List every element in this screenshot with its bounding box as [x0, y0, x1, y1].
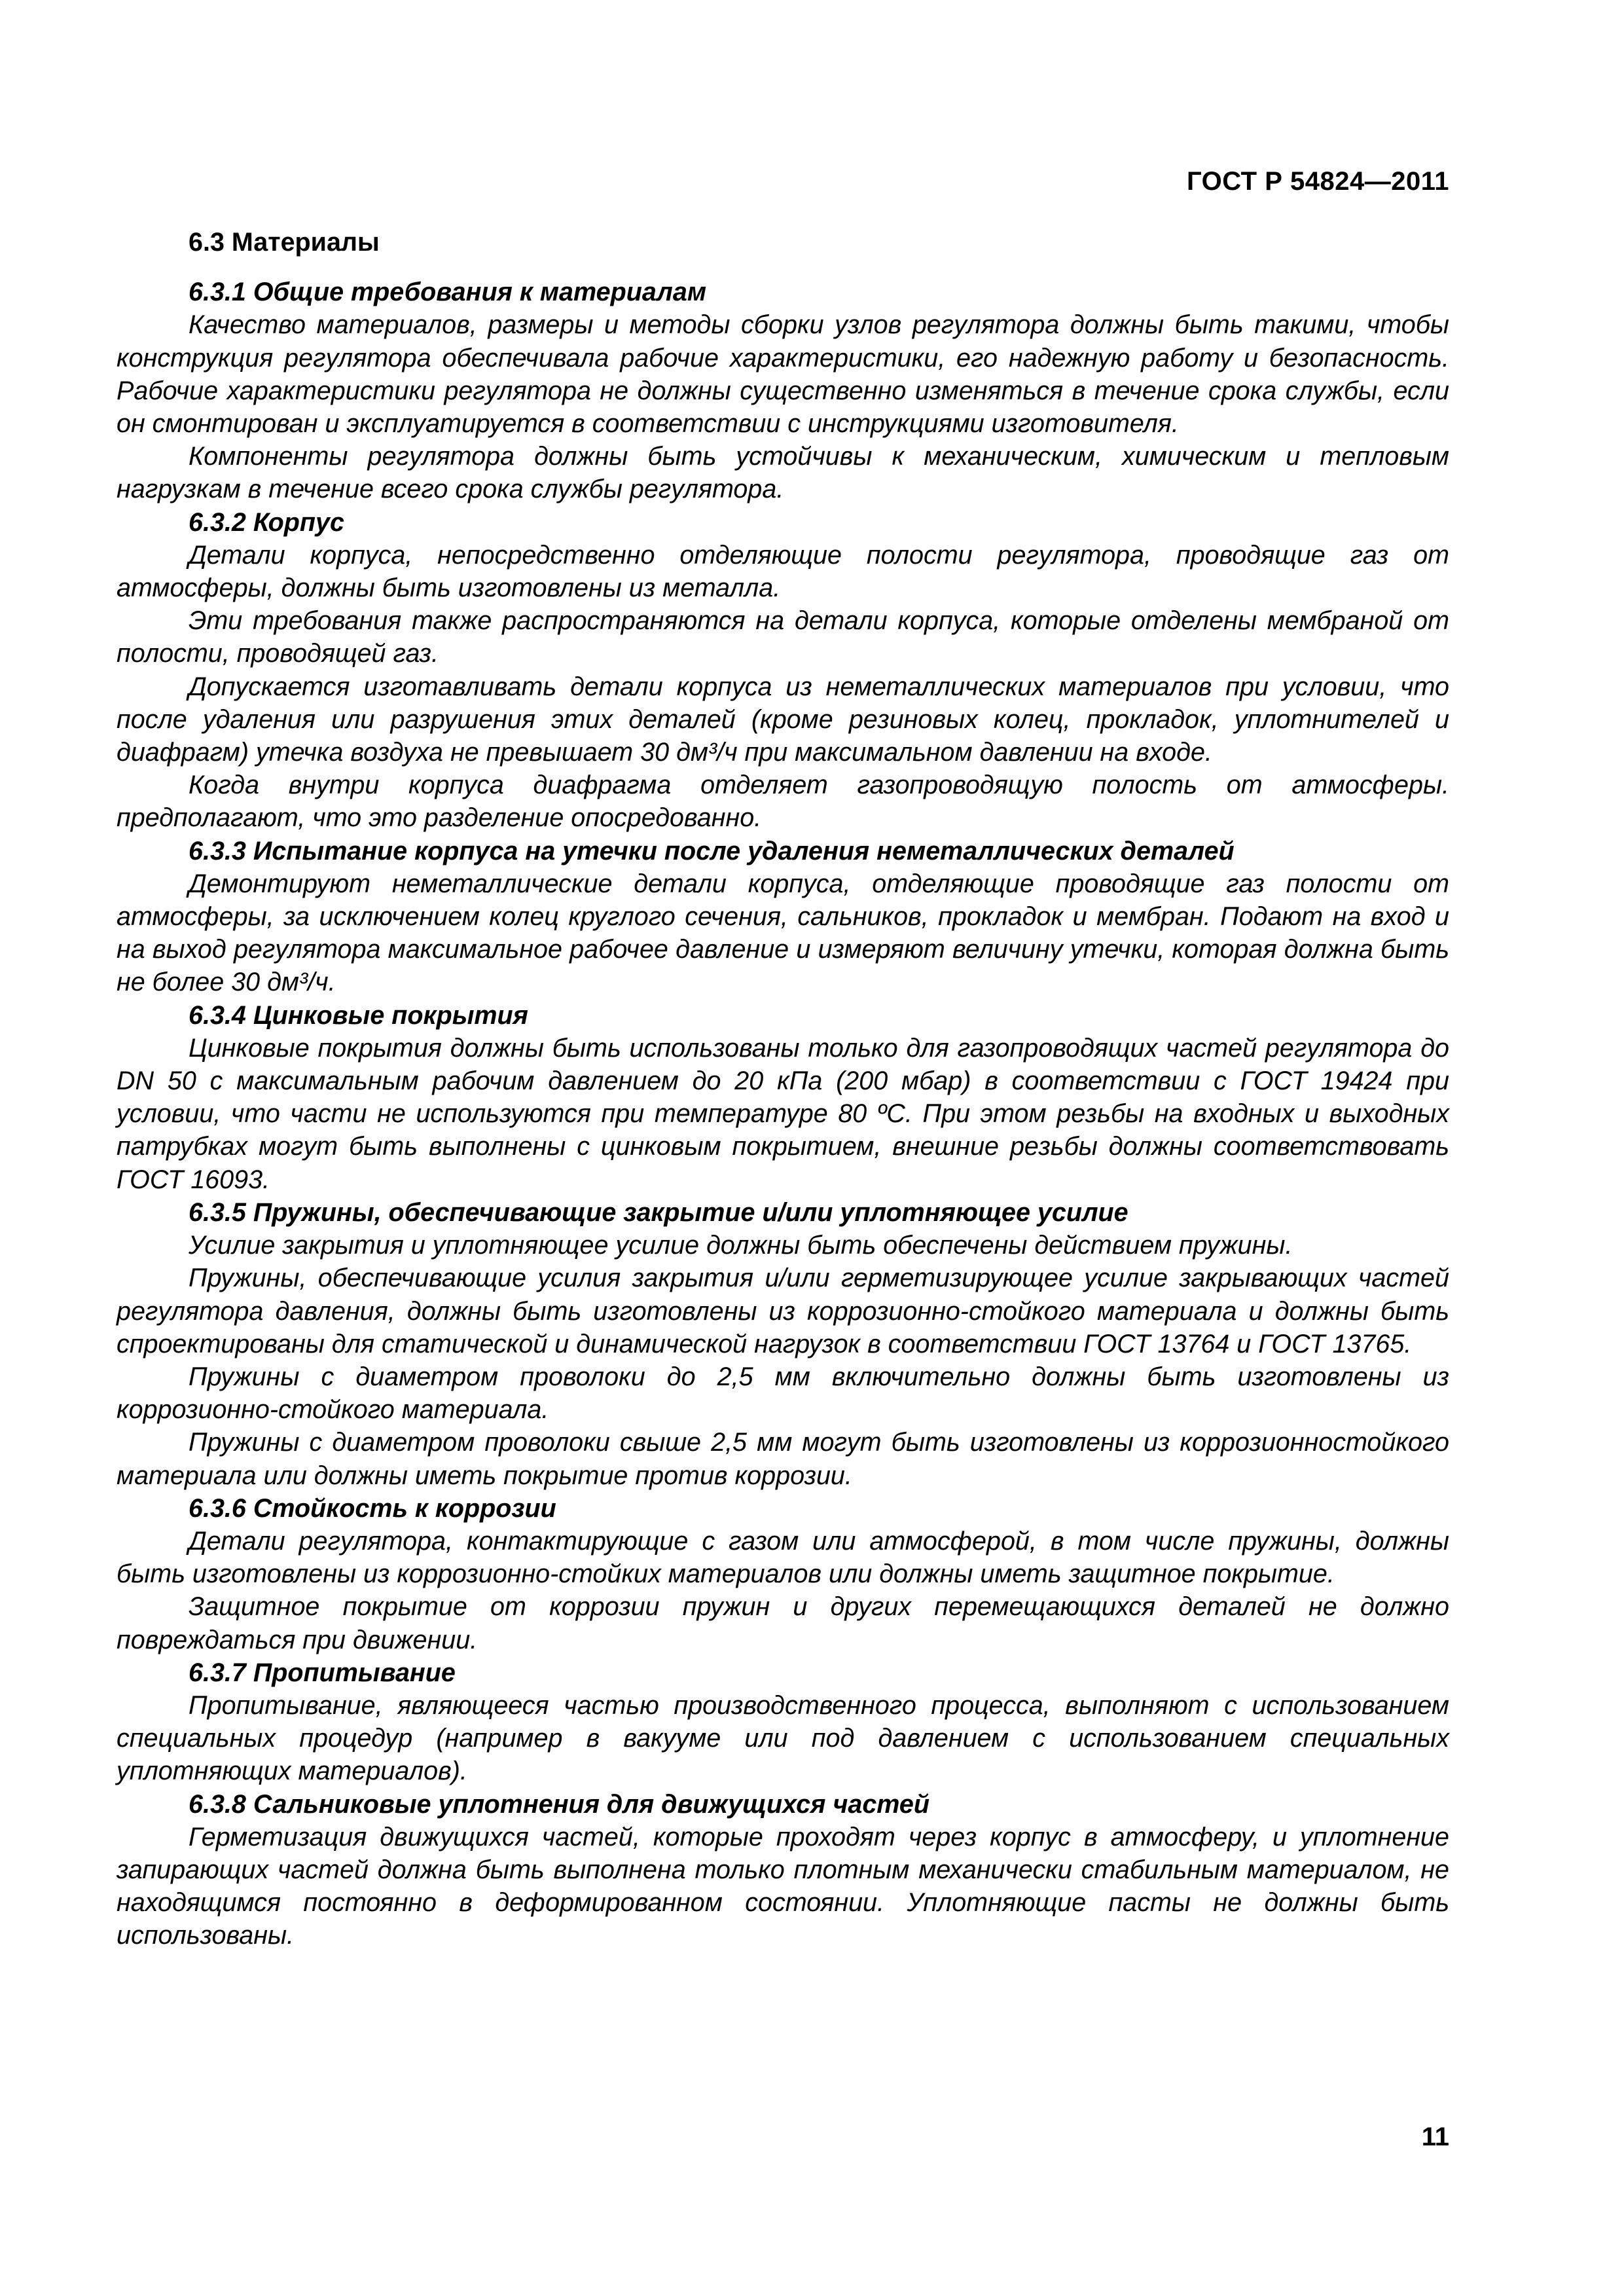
paragraph: Цинковые покрытия должны быть использованы только для газопроводящих частей регулятора до DN 50 с максимальным рабочим давлением до 20 кПа (200 мбар) в соответствии с ГОСТ 19424 при условии, что части не используются при температуре 80 ºС. При этом резьбы на входных и выходных патрубках могут быть выполнены с цинковым покрытием, внешние резьбы должны соответствовать ГОСТ 16093.: [117, 1033, 1449, 1194]
paragraph: Демонтируют неметаллические детали корпуса, отделяющие проводящие газ полости от атмосферы, за исключением колец круглого сечения, сальников, прокладок и мембран. Подают на вход и на выход регулятора максимальное рабочее давление и измеряют величину утечки, которая должна быть не более 30 дм³/ч.: [117, 869, 1449, 997]
subsection-title: 6.3.5 Пружины, обеспечивающие закрытие и/или уплотняющее усилие: [189, 1197, 1128, 1227]
paragraph: Защитное покрытие от коррозии пружин и других перемещающихся деталей не должно повреждаться при движении.: [117, 1592, 1449, 1654]
paragraph: Усилие закрытия и уплотняющее усилие должны быть обеспечены действием пружины.: [189, 1231, 1293, 1260]
subsection-title: 6.3.7 Пропитывание: [189, 1658, 456, 1687]
page-content: [117, 226, 1449, 1952]
paragraph: Эти требования также распространяются на детали корпуса, которые отделены мембраной от полости, проводящей газ.: [117, 606, 1449, 668]
paragraph: Пружины с диаметром проволоки до 2,5 мм включительно должны быть изготовлены из коррозионно-стойкого материала.: [117, 1362, 1449, 1425]
subsection-title: 6.3.4 Цинковые покрытия: [189, 1000, 528, 1030]
paragraph: Детали корпуса, непосредственно отделяющие полости регулятора, проводящие газ от атмосферы, должны быть изготовлены из металла.: [117, 540, 1449, 603]
subsection-title: 6.3.8 Сальниковые уплотнения для движущихся частей: [189, 1789, 929, 1819]
document-code: ГОСТ Р 54824—2011: [1187, 167, 1449, 196]
paragraph: Допускается изготавливать детали корпуса из неметаллических материалов при условии, что после удаления или разрушения этих деталей (кроме резиновых колец, прокладок, уплотнителей и диафрагм) утечка воздуха не превышает 30 дм³/ч при максимальном давлении на входе.: [117, 672, 1449, 767]
paragraph: Качество материалов, размеры и методы сборки узлов регулятора должны быть такими, чтобы конструкция регулятора обеспечивала рабочие характеристики, его надежную работу и безопасность. Рабочие характеристики регулятора не должны существенно изменяться в течение срока службы, если он смонтирован и эксплуатируется в соответствии с инструкциями изготовителя.: [117, 310, 1449, 439]
paragraph: Пружины, обеспечивающие усилия закрытия и/или герметизирующее усилие закрывающих частей регулятора давления, должны быть изготовлены из коррозионно-стойкого материала и должны быть спроектированы для статической и динамической нагрузок в соответствии ГОСТ 13764 и ГОСТ 13765.: [117, 1264, 1449, 1358]
paragraph: Детали регулятора, контактирующие с газом или атмосферой, в том числе пружины, должны быть изготовлены из коррозионно-стойких материалов или должны иметь защитное покрытие.: [117, 1526, 1449, 1589]
paragraph: Компоненты регулятора должны быть устойчивы к механическим, химическим и тепловым нагрузкам в течение всего срока службы регулятора.: [117, 442, 1449, 504]
subsection-title: 6.3.1 Общие требования к материалам: [189, 278, 707, 307]
section-title: 6.3 Материалы: [189, 228, 380, 257]
page-number: 11: [1421, 2123, 1449, 2151]
paragraph: Пропитывание, являющееся частью производственного процесса, выполняют с использованием специальных процедур (например в вакууме или под давлением с использованием специальных уплотняющих материалов).: [117, 1690, 1449, 1786]
paragraph: Пружины с диаметром проволоки свыше 2,5 мм могут быть изготовлены из коррозионностойкого материала или должны иметь покрытие против коррозии.: [117, 1428, 1449, 1490]
subsection-title: 6.3.2 Корпус: [189, 507, 344, 537]
subsection-title: 6.3.6 Стойкость к коррозии: [189, 1493, 556, 1523]
paragraph: Когда внутри корпуса диафрагма отделяет газопроводящую полость от атмосферы. предполагают, что это разделение опосредованно.: [117, 771, 1449, 833]
subsections-container: [117, 276, 1449, 1952]
paragraph: Герметизация движущихся частей, которые проходят через корпус в атмосферу, и уплотнение запирающих частей должна быть выполнена только плотным механически стабильным материалом, не находящимся постоянно в деформированном состоянии. Уплотняющие пасты не должны быть использованы.: [117, 1822, 1449, 1950]
subsection-title: 6.3.3 Испытание корпуса на утечки после удаления неметаллических деталей: [189, 836, 1235, 866]
